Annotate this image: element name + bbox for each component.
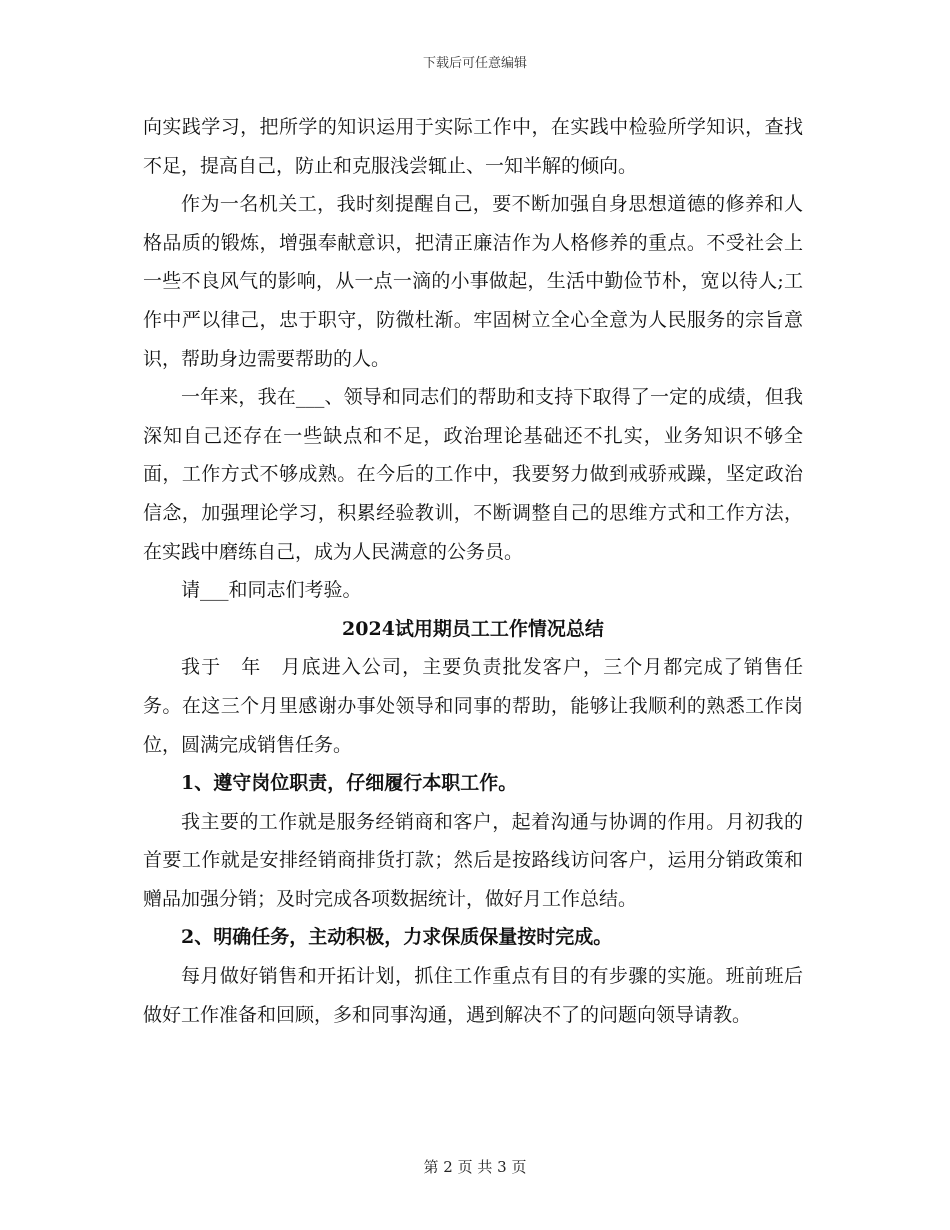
section-heading: 2、明确任务，主动积极，力求保质保量按时完成。 [181, 926, 613, 949]
paragraph: 我主要的工作就是服务经销商和客户，起着沟通与协调的作用。月初我的首要工作就是安排经销商排货打款；然后是按路线访问客户，运用分销政策和赠品加强分销；及时完成各项数据统计，做好月工作总结。 [143, 810, 803, 910]
document-body [143, 108, 803, 1034]
paragraph: 每月做好销售和开拓计划，抓住工作重点有目的有步骤的实施。班前班后做好工作准备和回顾，多和同事沟通，遇到解决不了的问题向领导请教。 [143, 965, 803, 1026]
paragraph: 一年来，我在___、领导和同志们的帮助和支持下取得了一定的成绩，但我深知自己还存在一些缺点和不足，政治理论基础还不扎实，业务知识不够全面，工作方式不够成熟。在今后的工作中，我要努力做到戒骄戒躁，坚定政治信念，加强理论学习，积累经验教训，不断调整自己的思维方式和工作方法，在实践中磨练自己，成为人民满意的公务员。 [143, 386, 803, 563]
section-title: 2024试用期员工工作情况总结 [342, 617, 604, 640]
paragraph: 向实践学习，把所学的知识运用于实际工作中，在实践中检验所学知识，查找不足，提高自己，防止和克服浅尝辄止、一知半解的倾向。 [143, 116, 803, 177]
paragraph: 请___和同志们考验。 [181, 579, 362, 602]
page-header: 下载后可任意编辑 [422, 56, 527, 71]
paragraph: 作为一名机关工，我时刻提醒自己，要不断加强自身思想道德的修养和人格品质的锻炼，增强奉献意识，把清正廉洁作为人格修养的重点。不受社会上一些不良风气的影响，从一点一滴的小事做起，生活中勤俭节朴，宽以待人;工作中严以律己，忠于职守，防微杜渐。牢固树立全心全意为人民服务的宗旨意识，帮助身边需要帮助的人。 [143, 193, 803, 370]
paragraph: 我于 年 月底进入公司，主要负责批发客户，三个月都完成了销售任务。在这三个月里感谢办事处领导和同事的帮助，能够让我顺利的熟悉工作岗位，圆满完成销售任务。 [143, 656, 803, 756]
section-heading: 1、遵守岗位职责，仔细履行本职工作。 [181, 772, 518, 795]
page-footer: 第 2 页 共 3 页 [423, 1158, 527, 1176]
